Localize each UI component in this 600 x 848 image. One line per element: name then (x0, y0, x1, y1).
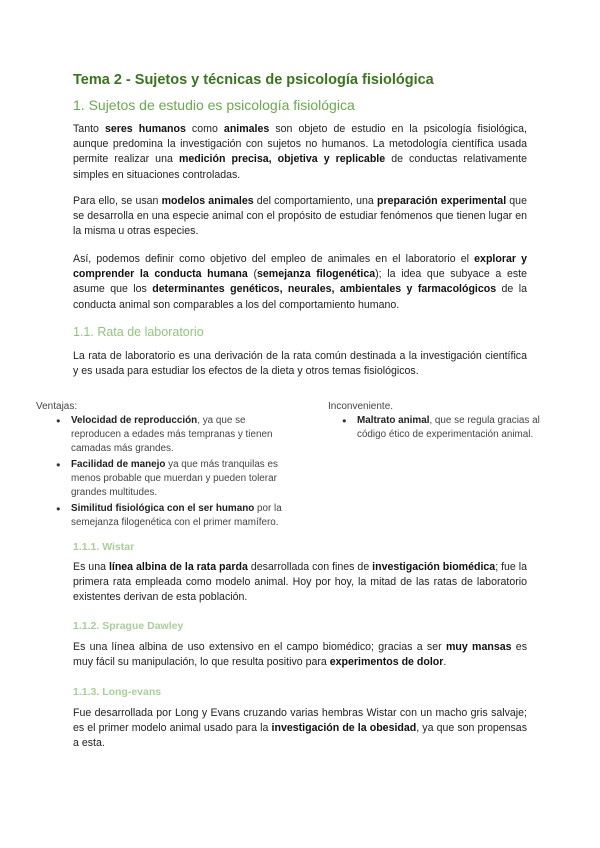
section-heading-rata: 1.1. Rata de laboratorio (73, 325, 204, 339)
bold-text: experimentos de dolor (329, 656, 444, 669)
text-run: de la conducta animal son comparables a los del comportamiento humano. (73, 283, 527, 311)
heading-sprague-dawley: 1.1.2. Sprague Dawley (73, 620, 184, 632)
text-run: desarrollada con fines de (247, 561, 373, 573)
text-run: ya que más tranquilas es menos probable que muerdan y pueden tolerar grandes multitudes. (71, 459, 278, 498)
paragraph-long-evans (73, 706, 527, 752)
text-run: . (443, 656, 447, 669)
text-run: ); la idea que subyace a este asume que los (73, 268, 528, 296)
text-run: por la semejanza filogenética con el primer mamífero. (71, 503, 282, 528)
inconvenientes-list (342, 414, 554, 444)
bold-text: animales (223, 123, 270, 135)
bold-text: explorar y comprender la conducta humana (73, 253, 527, 281)
bold-text: línea albina de la rata parda (108, 561, 248, 573)
bold-text: determinantes genéticos, neurales, ambientales y farmacológicos (152, 283, 497, 296)
text-run: , que se regula gracias al código ético de experimentación animal. (357, 415, 540, 440)
bold-text: Similitud fisiológica con el ser humano (71, 503, 255, 514)
list-item (342, 414, 554, 442)
bold-text: muy mansas (445, 641, 512, 653)
text-run: que se desarrolla en una especie animal con el propósito de estudiar fenómenos que tienen lugar en la misma u otras especies. (73, 195, 527, 238)
text-run: es muy fácil su manipulación, lo que resulta positivo para (73, 641, 527, 669)
text-run: del comportamiento, una (253, 195, 377, 207)
list-item (56, 502, 296, 530)
list-item (56, 414, 296, 456)
heading-wistar: 1.1.1. Wistar (73, 541, 135, 553)
bold-text: investigación biomédica (372, 561, 496, 573)
text-run: , ya que son propensas a esta. (73, 722, 527, 750)
bold-text: medición precisa, objetiva y replicable (178, 153, 386, 166)
ventajas-title: Ventajas: (36, 401, 78, 412)
paragraph-rata-intro: La rata de laboratorio es una derivación de la rata común destinada a la investigación científica y es usada para estudiar los efectos de la dieta y otros temas fisiológicos. (73, 350, 527, 378)
bold-text: seres humanos (105, 123, 186, 135)
paragraph-objetivo (73, 252, 527, 313)
list-item (56, 458, 296, 500)
text-run: Así, podemos definir como objetivo del empleo de animales en el laboratorio el (73, 253, 475, 265)
text-run: ( (247, 268, 258, 281)
ventajas-list (56, 414, 296, 532)
text-run: como (185, 123, 224, 135)
bold-text: Velocidad de reproducción (71, 415, 198, 426)
bold-text: semejanza filogenética (257, 268, 376, 281)
paragraph-modelos-animales (73, 194, 527, 240)
section-heading-1: 1. Sujetos de estudio es psicología fisiológica (73, 97, 355, 113)
bold-text: modelos animales (161, 195, 254, 207)
text-run: , ya que se reproducen a edades más tempranas y tienen camadas más grandes. (71, 415, 273, 454)
text-run: son objeto de estudio en la psicología fisiológica, aunque predomina la investigación con sujetos no humanos. La metodología científica usada permite realizar una (73, 123, 527, 166)
bold-text: investigación de la obesidad (271, 722, 417, 735)
text-run: Fue desarrollada por Long y Evans cruzando varias hembras Wistar con un macho gris salvaje; es el primer modelo animal usado para la (73, 707, 527, 735)
bold-text: Maltrato animal (357, 415, 430, 426)
text-run: Es una línea albina de uso extensivo en el campo biomédico; gracias a ser (73, 641, 446, 653)
text-run: Tanto (73, 123, 105, 135)
paragraph-sujetos (73, 122, 527, 183)
document-title: Tema 2 - Sujetos y técnicas de psicología fisiológica (73, 72, 434, 88)
paragraph-sprague-dawley (73, 640, 527, 670)
text-run: ; fue la primera rata empleada como modelo animal. Hoy por hoy, la mitad de las ratas de laboratorio existentes derivan de esta población. (73, 561, 528, 604)
text-run: de conductas relativamente simples en situaciones controladas. (73, 153, 528, 181)
heading-long-evans: 1.1.3. Long-evans (73, 686, 162, 698)
bold-text: Facilidad de manejo (71, 459, 166, 470)
text-run: Para ello, se usan (73, 195, 162, 207)
inconveniente-title: Inconveniente. (328, 401, 394, 412)
paragraph-wistar (73, 560, 527, 606)
text-run: Es una (73, 561, 109, 573)
bold-text: preparación experimental (376, 195, 507, 207)
